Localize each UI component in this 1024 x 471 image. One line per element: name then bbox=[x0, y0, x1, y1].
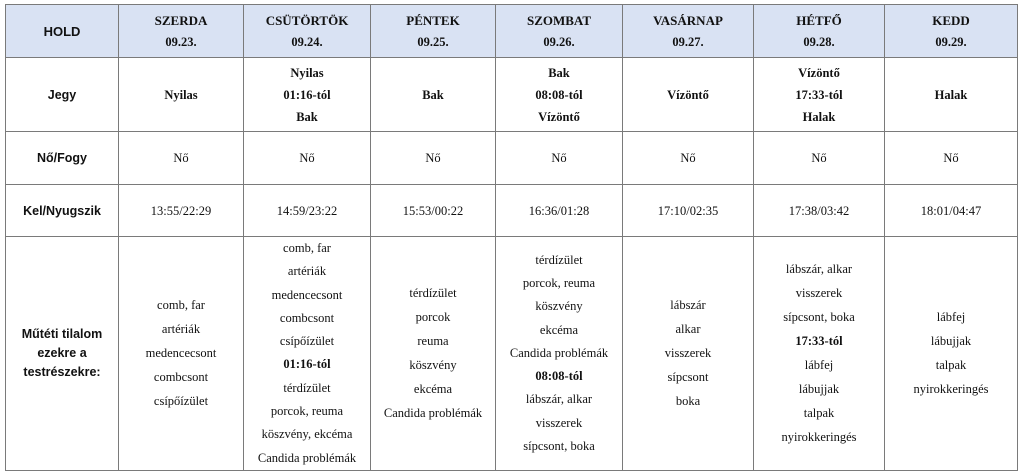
body-part-item: sípcsont, boka bbox=[523, 439, 595, 454]
muteti-cell bbox=[754, 237, 885, 471]
body-part-item: boka bbox=[675, 394, 701, 409]
body-part-item: lábfej bbox=[936, 310, 966, 325]
jegy-line: Bak bbox=[296, 109, 318, 124]
day-date: 09.26. bbox=[543, 35, 575, 49]
body-part-item: sípcsont, boka bbox=[783, 310, 855, 325]
time-marker: 08:08-tól bbox=[535, 369, 583, 384]
body-part-item: visszerek bbox=[535, 415, 583, 430]
body-part-item: comb, far bbox=[157, 298, 205, 313]
day-header bbox=[244, 5, 371, 58]
day-header bbox=[754, 5, 885, 58]
body-part-item: köszvény bbox=[409, 358, 457, 373]
body-part-item: Candida problémák bbox=[383, 406, 483, 421]
jegy-cell bbox=[371, 58, 496, 132]
day-header bbox=[496, 5, 623, 58]
kel-cell: 18:01/04:47 bbox=[885, 185, 1018, 237]
jegy-line: Halak bbox=[802, 109, 836, 124]
day-name: HÉTFŐ bbox=[796, 13, 842, 28]
body-part-item: comb, far bbox=[283, 241, 331, 255]
kel-cell: 13:55/22:29 bbox=[119, 185, 244, 237]
kel-cell: 16:36/01:28 bbox=[496, 185, 623, 237]
day-header bbox=[371, 5, 496, 58]
jegy-line: Bak bbox=[422, 87, 444, 102]
jegy-cell bbox=[623, 58, 754, 132]
muteti-cell bbox=[119, 237, 244, 471]
jegy-cell bbox=[754, 58, 885, 132]
body-part-item: Candida problémák bbox=[509, 345, 609, 360]
body-part-item: lábujjak bbox=[930, 334, 972, 349]
body-part-item: visszerek bbox=[795, 286, 843, 301]
row-label-muteti bbox=[6, 237, 119, 471]
day-date: 09.25. bbox=[417, 35, 449, 49]
body-part-item: combcsont bbox=[153, 370, 209, 385]
body-part-item: alkar bbox=[675, 322, 701, 337]
time-marker: 17:33-tól bbox=[795, 334, 843, 349]
nofogy-cell: Nő bbox=[496, 132, 623, 185]
body-part-item: medencecsont bbox=[145, 346, 217, 361]
jegy-line: 08:08-tól bbox=[535, 87, 583, 102]
body-part-item: artériák bbox=[287, 264, 327, 279]
nofogy-cell: Nő bbox=[119, 132, 244, 185]
day-name: SZERDA bbox=[154, 13, 208, 28]
muteti-label-line: ezekre a bbox=[37, 345, 87, 360]
body-part-item: lábujjak bbox=[798, 382, 840, 397]
body-part-item: nyirokkeringés bbox=[781, 430, 857, 445]
day-header bbox=[623, 5, 754, 58]
jegy-line: 17:33-tól bbox=[795, 87, 843, 102]
body-part-item: porcok bbox=[415, 310, 451, 325]
moon-calendar-table bbox=[5, 4, 1018, 471]
row-label-kel: Kel/Nyugszik bbox=[6, 185, 119, 237]
body-part-item: sípcsont bbox=[667, 370, 709, 385]
nofogy-cell: Nő bbox=[244, 132, 371, 185]
body-part-item: térdízület bbox=[283, 380, 331, 395]
body-part-item: ekcéma bbox=[539, 322, 579, 337]
day-name: CSÜTÖRTÖK bbox=[265, 13, 349, 28]
day-date: 09.29. bbox=[935, 35, 967, 49]
muteti-cell bbox=[623, 237, 754, 471]
body-part-item: ekcéma bbox=[413, 382, 453, 397]
body-part-item: lábszár, alkar bbox=[785, 262, 853, 277]
day-name: VASÁRNAP bbox=[653, 13, 723, 28]
body-part-item: porcok, reuma bbox=[270, 404, 344, 419]
jegy-line: Vízöntő bbox=[538, 109, 580, 124]
nofogy-row bbox=[6, 132, 1018, 185]
jegy-line: Nyilas bbox=[290, 65, 324, 80]
body-part-item: lábszár bbox=[670, 298, 706, 313]
jegy-cell bbox=[496, 58, 623, 132]
time-marker: 01:16-tól bbox=[283, 357, 331, 372]
body-part-item: talpak bbox=[803, 406, 835, 421]
jegy-line: Vízöntő bbox=[798, 65, 840, 80]
day-header bbox=[119, 5, 244, 58]
jegy-cell bbox=[119, 58, 244, 132]
jegy-line: Nyilas bbox=[164, 87, 198, 102]
muteti-cell bbox=[885, 237, 1018, 471]
day-date: 09.24. bbox=[291, 35, 323, 49]
body-part-item: csípőízület bbox=[279, 334, 335, 349]
muteti-cell bbox=[496, 237, 623, 471]
nofogy-cell: Nő bbox=[754, 132, 885, 185]
body-part-item: artériák bbox=[161, 322, 201, 337]
kel-cell: 14:59/23:22 bbox=[244, 185, 371, 237]
header-row bbox=[6, 5, 1018, 58]
muteti-cell bbox=[244, 237, 371, 471]
corner-label: HOLD bbox=[6, 5, 119, 58]
body-part-item: combcsont bbox=[279, 310, 335, 325]
body-part-item: reuma bbox=[417, 334, 449, 349]
muteti-label-line: Műtéti tilalom bbox=[21, 326, 103, 341]
jegy-row bbox=[6, 58, 1018, 132]
jegy-line: Vízöntő bbox=[667, 87, 709, 102]
day-date: 09.23. bbox=[165, 35, 197, 49]
muteti-label-line: testrészekre: bbox=[23, 364, 101, 379]
body-part-item: térdízület bbox=[535, 252, 583, 267]
jegy-cell bbox=[244, 58, 371, 132]
kel-cell: 17:38/03:42 bbox=[754, 185, 885, 237]
nofogy-cell: Nő bbox=[371, 132, 496, 185]
jegy-cell bbox=[885, 58, 1018, 132]
nofogy-cell: Nő bbox=[623, 132, 754, 185]
nofogy-cell: Nő bbox=[885, 132, 1018, 185]
jegy-line: Halak bbox=[934, 87, 968, 102]
body-part-item: lábszár, alkar bbox=[525, 392, 593, 407]
jegy-line: Bak bbox=[548, 65, 570, 80]
body-part-item: nyirokkeringés bbox=[913, 382, 989, 397]
row-label-jegy: Jegy bbox=[6, 58, 119, 132]
day-name: SZOMBAT bbox=[526, 13, 592, 28]
body-part-item: visszerek bbox=[664, 346, 712, 361]
row-label-nofogy: Nő/Fogy bbox=[6, 132, 119, 185]
day-date: 09.28. bbox=[803, 35, 835, 49]
kel-cell: 15:53/00:22 bbox=[371, 185, 496, 237]
body-part-item: csípőízület bbox=[153, 394, 209, 409]
day-name: KEDD bbox=[932, 13, 970, 28]
body-part-item: lábfej bbox=[804, 358, 834, 373]
day-date: 09.27. bbox=[672, 35, 704, 49]
muteti-row bbox=[6, 237, 1018, 471]
body-part-item: Candida problémák bbox=[257, 450, 357, 465]
body-part-item: porcok, reuma bbox=[522, 275, 596, 290]
kel-cell: 17:10/02:35 bbox=[623, 185, 754, 237]
kel-row bbox=[6, 185, 1018, 237]
day-header bbox=[885, 5, 1018, 58]
jegy-line: 01:16-tól bbox=[283, 87, 331, 102]
body-part-item: köszvény, ekcéma bbox=[261, 427, 353, 442]
day-name: PÉNTEK bbox=[406, 13, 460, 28]
body-part-item: köszvény bbox=[535, 299, 583, 314]
body-part-item: medencecsont bbox=[271, 287, 343, 302]
body-part-item: talpak bbox=[935, 358, 967, 373]
body-part-item: térdízület bbox=[409, 286, 457, 301]
muteti-cell bbox=[371, 237, 496, 471]
